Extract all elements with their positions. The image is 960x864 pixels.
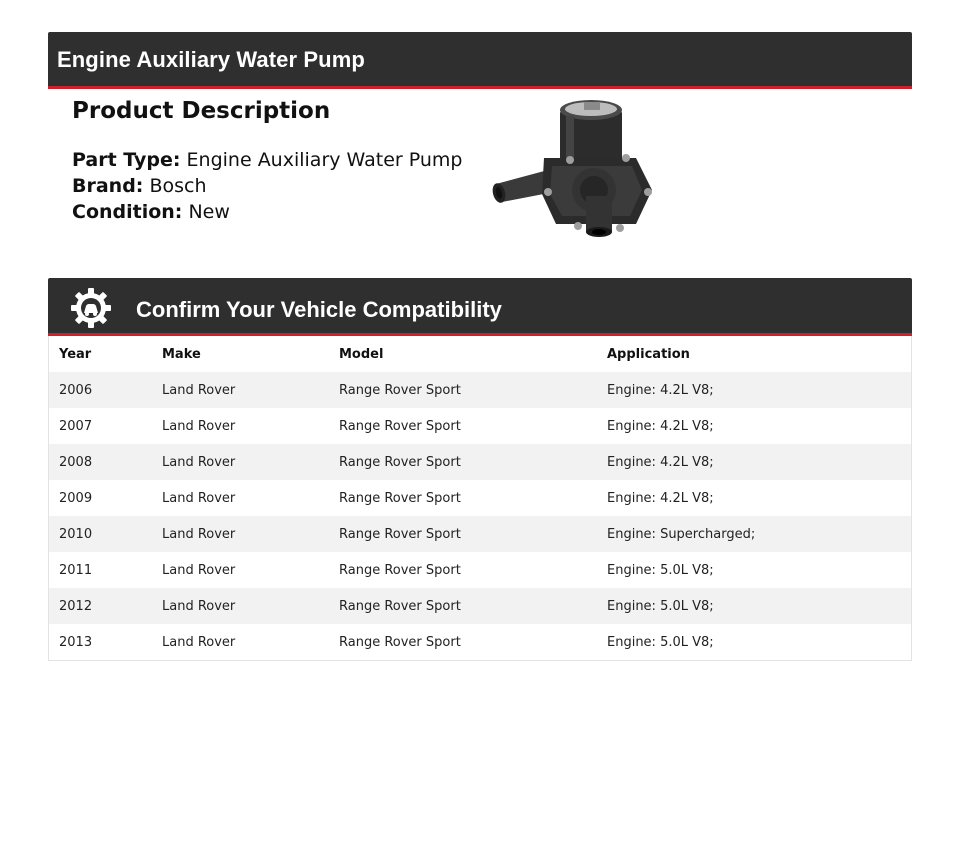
compatibility-title: Confirm Your Vehicle Compatibility (136, 297, 502, 322)
cell-model: Range Rover Sport (339, 418, 461, 434)
description-heading: Product Description (72, 98, 331, 124)
spec-part-type (72, 147, 472, 173)
cell-year: 2011 (59, 562, 93, 578)
cell-application: Engine: Supercharged; (607, 526, 756, 542)
table-row (49, 516, 911, 552)
cell-model: Range Rover Sport (339, 598, 461, 614)
table-header-row (49, 336, 911, 372)
spec-label: Brand: (72, 175, 144, 197)
spec-brand (72, 173, 472, 199)
cell-application: Engine: 4.2L V8; (607, 490, 714, 506)
cell-year: 2010 (59, 526, 93, 542)
cell-year: 2008 (59, 454, 93, 470)
cell-year: 2012 (59, 598, 93, 614)
product-image (486, 96, 658, 240)
cell-application: Engine: 5.0L V8; (607, 598, 714, 614)
table-row (49, 372, 911, 408)
cell-model: Range Rover Sport (339, 454, 461, 470)
cell-make: Land Rover (162, 598, 236, 614)
spec-value: Bosch (149, 175, 207, 197)
cell-make: Land Rover (162, 634, 236, 650)
table-row (49, 408, 911, 444)
compatibility-bar (48, 278, 912, 336)
column-header-application: Application (607, 346, 690, 362)
cell-application: Engine: 4.2L V8; (607, 382, 714, 398)
spec-value: Engine Auxiliary Water Pump (186, 149, 463, 171)
cell-application: Engine: 5.0L V8; (607, 634, 714, 650)
table-row (49, 480, 911, 516)
table-row (49, 552, 911, 588)
cell-make: Land Rover (162, 454, 236, 470)
cell-make: Land Rover (162, 382, 236, 398)
cell-model: Range Rover Sport (339, 562, 461, 578)
cell-make: Land Rover (162, 490, 236, 506)
spec-label: Part Type: (72, 149, 181, 171)
cell-year: 2006 (59, 382, 93, 398)
cell-application: Engine: 4.2L V8; (607, 454, 714, 470)
cell-model: Range Rover Sport (339, 490, 461, 506)
cell-make: Land Rover (162, 526, 236, 542)
spec-value: New (188, 201, 230, 223)
table-row (49, 588, 911, 624)
column-header-make: Make (162, 346, 201, 362)
cell-year: 2009 (59, 490, 93, 506)
table-row (49, 624, 911, 660)
spec-label: Condition: (72, 201, 183, 223)
cell-year: 2007 (59, 418, 93, 434)
cell-model: Range Rover Sport (339, 634, 461, 650)
column-header-model: Model (339, 346, 384, 362)
gear-car-icon (70, 287, 112, 329)
compatibility-table (48, 336, 912, 661)
cell-year: 2013 (59, 634, 93, 650)
spec-condition (72, 199, 472, 225)
column-header-year: Year (59, 346, 92, 362)
title-bar (48, 32, 912, 89)
cell-make: Land Rover (162, 562, 236, 578)
cell-make: Land Rover (162, 418, 236, 434)
cell-model: Range Rover Sport (339, 526, 461, 542)
cell-application: Engine: 4.2L V8; (607, 418, 714, 434)
cell-model: Range Rover Sport (339, 382, 461, 398)
product-description (72, 95, 472, 225)
cell-application: Engine: 5.0L V8; (607, 562, 714, 578)
table-row (49, 444, 911, 480)
page-title: Engine Auxiliary Water Pump (57, 47, 365, 72)
